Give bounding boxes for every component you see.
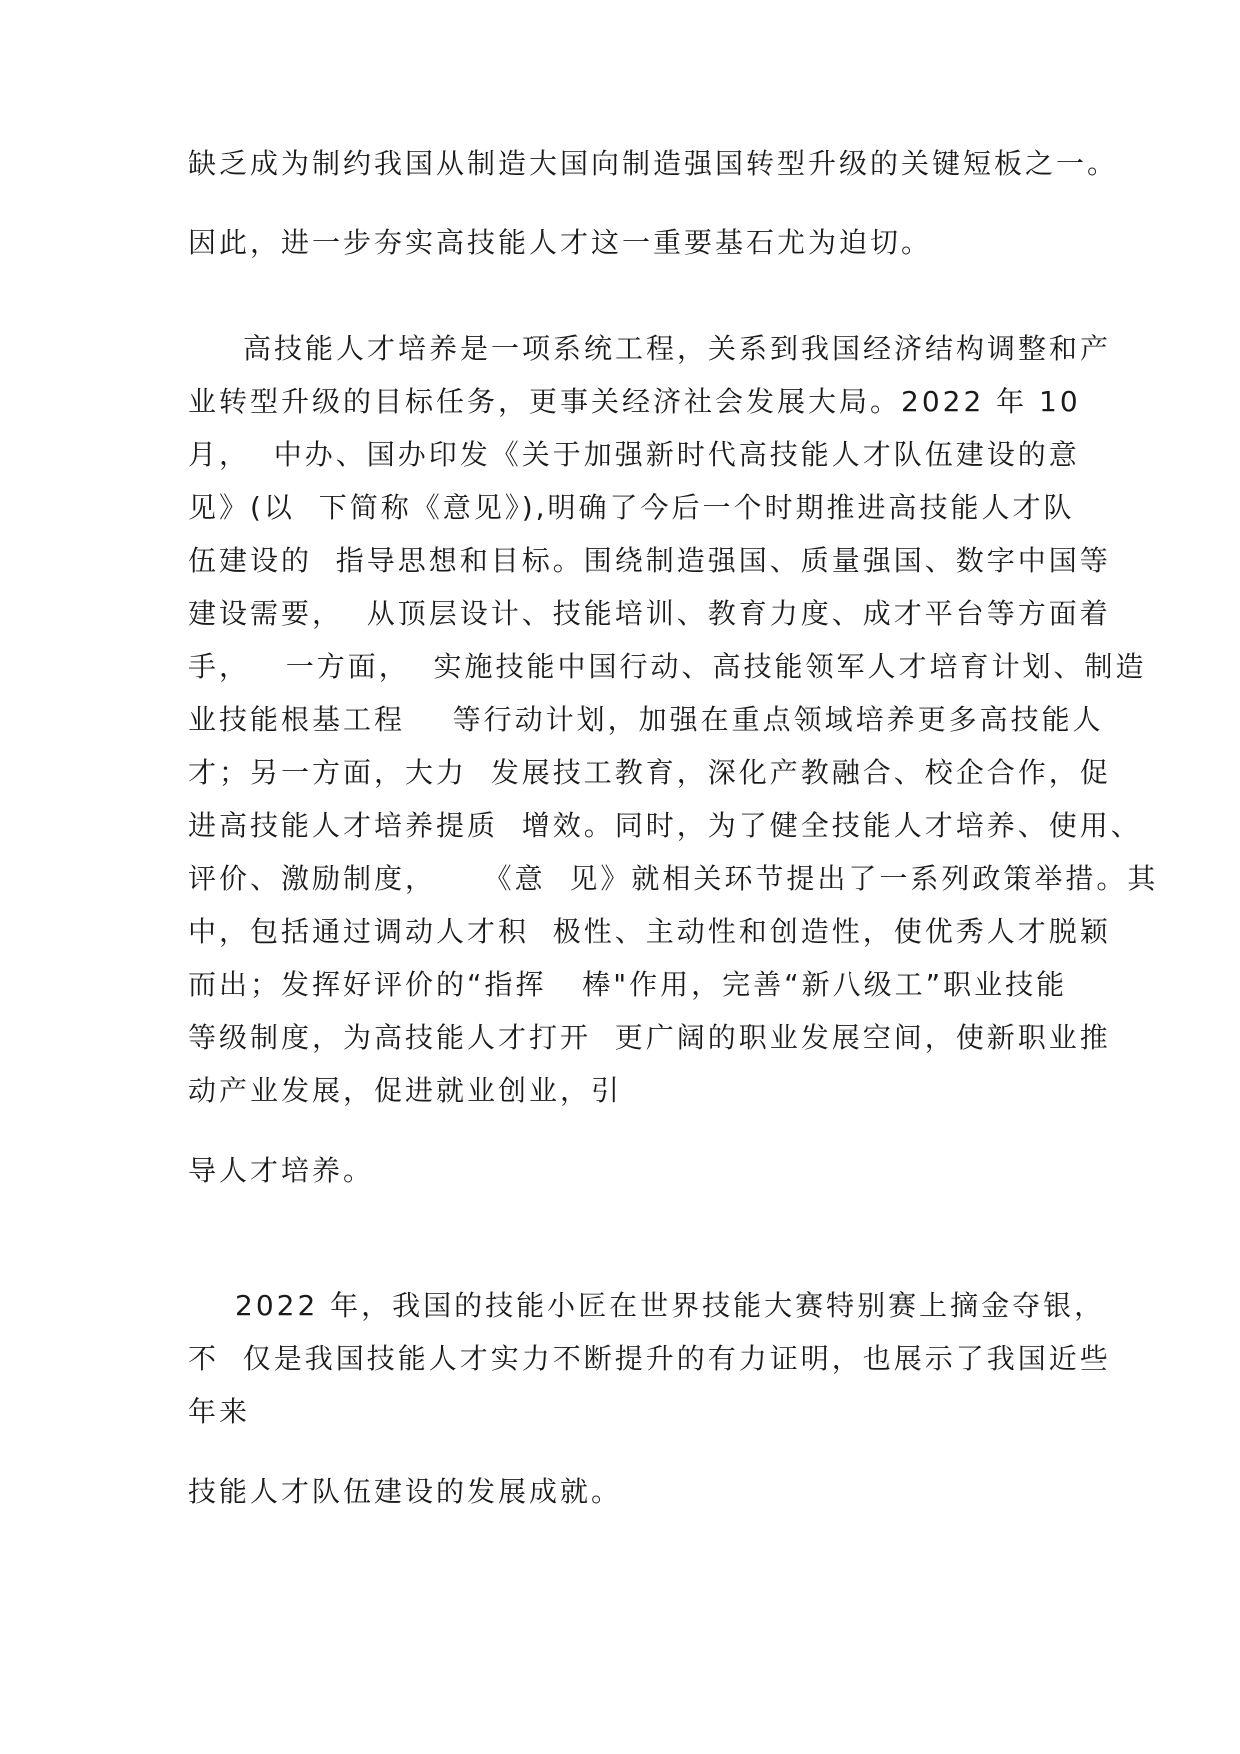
text-line: 伍建设的 指导思想和目标。围绕制造强国、质量强国、数字中国等	[188, 544, 1111, 577]
text-line: 因此，进一步夯实高技能人才这一重要基石尤为迫切。	[188, 226, 933, 259]
text-line: 才；另一方面，大力 发展技工教育，深化产教融合、校企合作，促	[188, 756, 1111, 789]
text-line: 进高技能人才培养提质 增效。同时，为了健全技能人才培养、使用、	[188, 809, 1142, 842]
text-line: 中，包括通过调动人才积 极性、主动性和创造性，使优秀人才脱颖	[188, 915, 1111, 948]
text-line: 技能人才队伍建设的发展成就。	[188, 1475, 623, 1508]
text-line: 评价、激励制度， 《意 见》就相关环节提出了一系列政策举措。其	[188, 862, 1159, 895]
text-line: 2022 年，我国的技能小匠在世界技能大赛特别赛上摘金夺银，	[235, 1289, 1106, 1322]
text-line: 动产业发展，促进就业创业，引	[188, 1074, 623, 1107]
text-line: 等级制度，为高技能人才打开 更广阔的职业发展空间，使新职业推	[188, 1021, 1111, 1054]
text-line: 年来	[188, 1395, 251, 1428]
text-line: 建设需要， 从顶层设计、技能培训、教育力度、成才平台等方面着	[188, 597, 1111, 630]
text-line: 业技能根基工程 等行动计划，加强在重点领域培养更多高技能人	[188, 703, 1104, 736]
text-line: 业转型升级的目标任务，更事关经济社会发展大局。2022 年 10	[188, 385, 1081, 418]
text-line: 见》(以 下简称《意见》),明确了今后一个时期推进高技能人才队	[188, 491, 1075, 524]
text-line: 导人才培养。	[188, 1154, 375, 1187]
text-line: 月， 中办、国办印发《关于加强新时代高技能人才队伍建设的意	[188, 438, 1080, 471]
text-line: 手， 一方面， 实施技能中国行动、高技能领军人才培育计划、制造	[188, 650, 1147, 683]
text-line: 缺乏成为制约我国从制造大国向制造强国转型升级的关键短板之一。	[188, 147, 1119, 180]
text-line: 而出；发挥好评价的“指挥 棒"作用，完善“新八级工”职业技能	[188, 968, 1068, 1001]
text-line: 不 仅是我国技能人才实力不断提升的有力证明，也展示了我国近些	[188, 1342, 1111, 1375]
text-line: 高技能人才培养是一项系统工程，关系到我国经济结构调整和产	[243, 332, 1112, 365]
